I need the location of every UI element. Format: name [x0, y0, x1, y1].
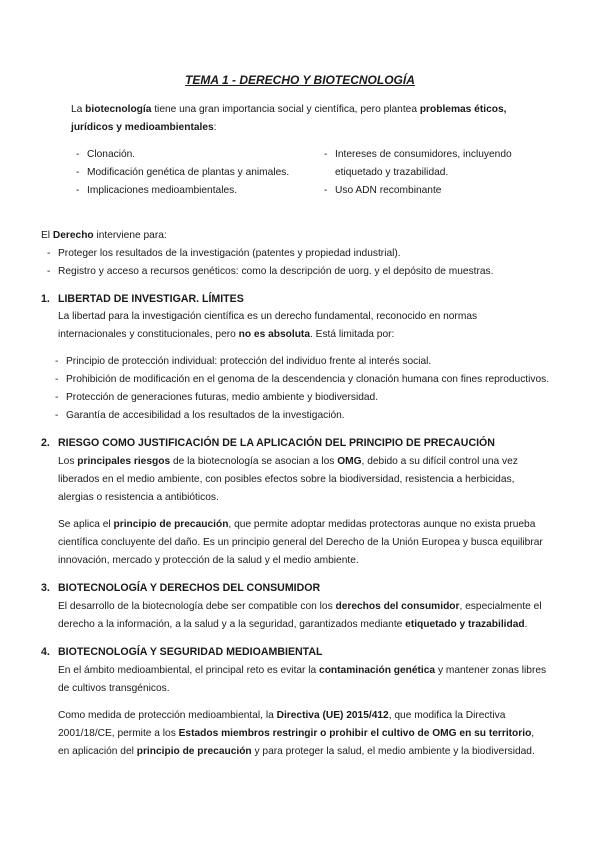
list-item: - Clonación.: [76, 146, 291, 164]
list-item: - Garantía de accesibilidad a los resultados de la investigación.: [55, 407, 595, 425]
law-list: [47, 245, 577, 281]
section-2-paragraph-2: Se aplica el principio de precaución, que permite adoptar medidas protectoras aunque no exista prueba científica concluyente del daño. Es un principio general del Derecho de la Unión Europea y busca equilibrar innovación, mercado y protección de la salud y el medio ambiente.: [58, 519, 543, 566]
section-2-paragraph-1: Los principales riesgos de la biotecnología se asocian a los OMG, debido a su difícil control una vez liberados en el medio ambiente, con posibles efectos sobre la biodiversidad, resistencia a herbicidas, alergias o resistencia a antibióticos.: [58, 456, 518, 503]
section-4-paragraph-2: Como medida de protección medioambiental, la Directiva (UE) 2015/412, que modifica la Directiva 2001/18/CE, permite a los Estados miembros restringir o prohibir el cultivo de OMG en su territorio, en aplicación del principio de precaución y para proteger la salud, el medio ambiente y la biodiversidad.: [58, 710, 535, 757]
document-title: TEMA 1 - DERECHO Y BIOTECNOLOGÍA: [185, 73, 415, 87]
section-heading-1: 1. LIBERTAD DE INVESTIGAR. LÍMITES: [41, 293, 244, 305]
list-item: - Protección de generaciones futuras, medio ambiente y biodiversidad.: [55, 389, 595, 407]
issues-list-right: [324, 146, 539, 200]
section-4-paragraph-1: En el ámbito medioambiental, el principal reto es evitar la contaminación genética y mantener zonas libres de cultivos transgénicos.: [58, 665, 547, 694]
law-intro: El Derecho interviene para:: [41, 230, 167, 241]
section-heading-3: 3. BIOTECNOLOGÍA Y DERECHOS DEL CONSUMIDOR: [41, 582, 321, 594]
section-1-list: [55, 353, 595, 425]
list-item: - Intereses de consumidores, incluyendo etiquetado y trazabilidad.: [324, 146, 539, 182]
section-1-paragraph: La libertad para la investigación científica es un derecho fundamental, reconocido en normas internacionales y constitucionales, pero no es absoluta. Está limitada por:: [58, 311, 478, 340]
section-heading-4: 4. BIOTECNOLOGÍA Y SEGURIDAD MEDIOAMBIENTAL: [41, 646, 323, 658]
section-3-paragraph: El desarrollo de la biotecnología debe ser compatible con los derechos del consumidor, especialmente el derecho a la información, a la salud y a la seguridad, garantizados mediante etiquetado y trazabilidad.: [58, 601, 542, 630]
list-item: - Proteger los resultados de la investigación (patentes y propiedad industrial).: [47, 245, 577, 263]
list-item: - Implicaciones medioambientales.: [76, 182, 291, 200]
list-item: - Modificación genética de plantas y animales.: [76, 164, 291, 182]
list-item: - Prohibición de modificación en el genoma de la descendencia y clonación humana con fines reproductivos.: [55, 371, 595, 389]
list-item: - Registro y acceso a recursos genéticos: como la descripción de uorg. y el depósito de muestras.: [47, 263, 577, 281]
issues-list-left: [76, 146, 291, 200]
list-item: - Principio de protección individual: protección del individuo frente al interés social.: [55, 353, 595, 371]
section-heading-2: 2. RIESGO COMO JUSTIFICACIÓN DE LA APLICACIÓN DEL PRINCIPIO DE PRECAUCIÓN: [41, 437, 495, 449]
list-item: - Uso ADN recombinante: [324, 182, 539, 200]
intro-paragraph: La biotecnología tiene una gran importancia social y científica, pero plantea problemas éticos, jurídicos y medioambientales:: [71, 104, 507, 133]
